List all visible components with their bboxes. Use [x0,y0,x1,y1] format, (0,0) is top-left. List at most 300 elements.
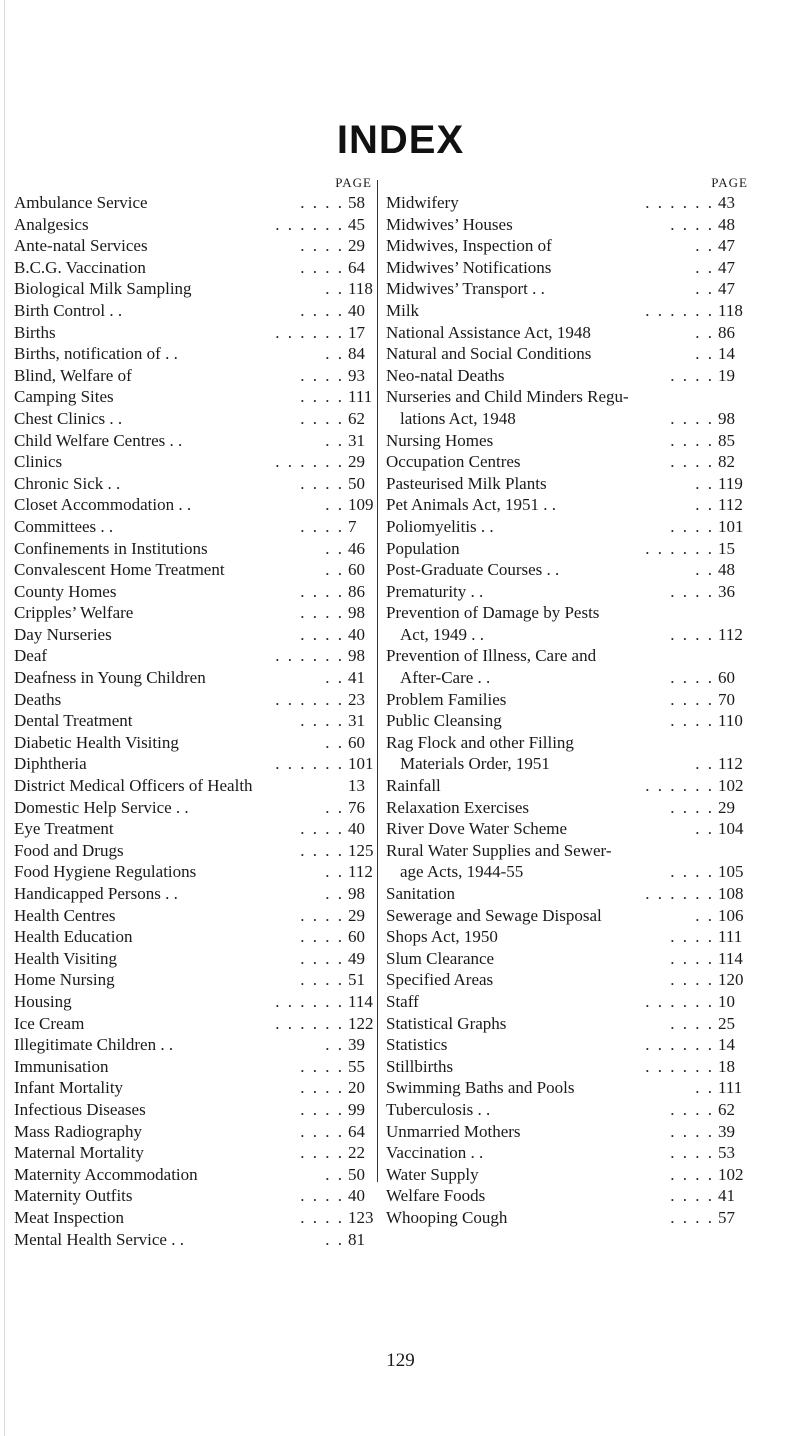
leader-dots: . . [695,1078,714,1098]
leader-dots: . . . . [670,862,714,882]
index-entries-left [14,192,378,1250]
index-term: Whooping Cough [386,1207,508,1227]
leader-dots: . . . . [300,193,344,212]
index-page-ref: 111 [348,387,373,407]
index-page-ref: 10 [718,991,735,1011]
index-term: Committees . . [14,516,114,536]
index-term: Vaccination . . [386,1143,484,1163]
index-page-ref: 106 [718,905,744,925]
leader-dots: . . . . [670,1121,714,1141]
index-page-ref: 62 [718,1099,735,1119]
index-term: Statistics [386,1035,448,1055]
index-page-ref: 98 [348,646,365,666]
index-entry [386,365,748,387]
index-term: Ambulance Service [14,193,148,212]
index-page-ref: 48 [718,560,735,580]
leader-dots: . . . . [670,711,714,731]
index-column-right [386,174,748,1229]
index-page-ref: 40 [348,300,365,320]
index-entry [14,1013,378,1035]
leader-dots: . . . . [300,1207,344,1227]
leader-dots: . . . . [670,430,714,450]
index-page-ref: 49 [348,948,365,968]
index-entry [14,818,378,840]
index-entry [14,386,378,408]
index-entry [386,1121,748,1143]
index-page-ref: 46 [348,538,365,558]
page-number: 129 [386,1350,415,1371]
leader-dots: . . . . [300,970,344,990]
index-entry [386,1034,748,1056]
index-entry [14,473,378,495]
index-page-ref: 14 [718,344,735,364]
leader-dots: . . [325,1035,344,1055]
index-entry [386,1207,748,1229]
index-term: Blind, Welfare of [14,365,132,385]
index-term: Births [14,322,56,342]
index-term: age Acts, 1944-55 [400,862,524,882]
index-term: Nurseries and Child Minders Regu- [386,387,629,407]
index-entry [386,343,748,365]
leader-dots: . . . . [300,948,344,968]
index-entry [386,538,748,560]
index-page-ref: 40 [348,1186,365,1206]
index-entry [386,948,748,970]
leader-dots: . . . . . . [645,884,714,903]
index-entry [386,516,748,538]
leader-dots: . . [325,884,344,903]
index-term: Mass Radiography [14,1121,142,1141]
leader-dots: . . . . [300,1143,344,1163]
index-entry [14,214,378,236]
index-entry [14,192,378,214]
leader-dots: . . . . . . [645,776,714,796]
leader-dots: . . . . . . [275,991,344,1011]
index-term: Maternal Mortality [14,1143,144,1163]
leader-dots: . . . . [300,236,344,256]
index-entry [14,926,378,948]
index-entry [14,365,378,387]
leader-dots: . . [325,862,344,882]
index-entry [386,1185,748,1207]
page-column-heading: PAGE [335,175,372,190]
leader-dots: . . . . . . [275,214,344,234]
index-page-ref: 50 [348,473,365,493]
index-term: After-Care . . [400,668,491,688]
index-entry [14,1034,378,1056]
index-page-ref: 53 [718,1143,735,1163]
index-page-ref: 25 [718,1013,735,1033]
index-page-ref: 7 [348,516,357,536]
index-entry [386,494,748,516]
index-entry [386,1099,748,1121]
index-page-ref: 41 [718,1186,735,1206]
index-entry [386,257,748,279]
page-title: INDEX [336,118,465,162]
leader-dots: . . . . [300,711,344,731]
leader-dots: . . . . [670,970,714,990]
index-page-ref: 62 [348,408,365,428]
index-term: Midwifery [386,193,459,212]
index-page-ref: 118 [348,279,373,299]
leader-dots: . . . . [300,1056,344,1076]
leader-dots: . . . . [300,387,344,407]
index-entry [14,667,378,689]
leader-dots: . . . . [670,624,714,644]
index-page-ref: 45 [348,214,365,234]
index-term: Tuberculosis . . [386,1099,491,1119]
leader-dots: . . . . [670,581,714,601]
leader-dots: . . . . . . [275,646,344,666]
index-page-ref: 58 [348,193,365,212]
index-entry [14,948,378,970]
index-entry [14,278,378,300]
leader-dots: . . [695,322,714,342]
index-entry [14,581,378,603]
index-page-ref: 18 [718,1056,735,1076]
index-page-ref: 13 [348,776,365,796]
index-term: Occupation Centres [386,452,521,472]
leader-dots: . . . . [670,365,714,385]
leader-dots: . . [325,797,344,817]
index-term: Deaf [14,646,48,666]
index-page-ref: 31 [348,711,365,731]
index-page-ref: 118 [718,300,743,320]
index-term: Prevention of Illness, Care and [386,646,597,666]
index-entry [14,861,378,883]
index-page-ref: 125 [348,840,374,860]
index-page-ref: 64 [348,257,365,277]
index-page-ref: 102 [718,776,744,796]
index-term: Sewerage and Sewage Disposal [386,905,602,925]
index-page-ref: 109 [348,495,374,515]
index-term: Stillbirths [386,1056,454,1076]
index-term: Closet Accommodation . . [14,495,192,515]
index-term: Deafness in Young Children [14,668,206,688]
leader-dots: . . . . [670,1143,714,1163]
index-page-ref: 120 [718,970,744,990]
index-entry [386,969,748,991]
leader-dots: . . . . . . [645,991,714,1011]
index-page-ref: 98 [718,408,735,428]
index-page-ref: 122 [348,1013,374,1033]
index-entry [386,624,748,646]
leader-dots: . . [695,905,714,925]
index-entry [386,818,748,840]
index-term: Domestic Help Service . . [14,797,189,817]
index-entry [386,1077,748,1099]
index-page-ref: 123 [348,1207,374,1227]
leader-dots: . . [325,538,344,558]
index-entry [14,753,378,775]
leader-dots: . . . . [300,905,344,925]
index-entry [386,430,748,452]
leader-dots: . . . . [300,840,344,860]
index-term: Immunisation [14,1056,109,1076]
index-entry [14,1185,378,1207]
index-entry [386,926,748,948]
index-term: Ante-natal Services [14,236,148,256]
index-term: Confinements in Institutions [14,538,208,558]
leader-dots: . . [325,495,344,515]
index-term: Rag Flock and other Filling [386,732,574,752]
index-term: Materials Order, 1951 [400,754,550,774]
index-entry [14,797,378,819]
leader-dots: . . . . . . [275,689,344,709]
index-entry [386,386,748,408]
index-term: Pasteurised Milk Plants [386,473,547,493]
index-entry [386,753,748,775]
leader-dots: . . . . [670,452,714,472]
index-entry [386,689,748,711]
index-entry [14,602,378,624]
index-entry [14,343,378,365]
index-term: Neo-natal Deaths [386,365,505,385]
index-term: Milk [386,300,420,320]
index-entry [386,214,748,236]
leader-dots: . . . . . . [645,300,714,320]
index-entry [386,710,748,732]
leader-dots: . . . . [670,797,714,817]
leader-dots: . . . . . . [275,754,344,774]
leader-dots: . . . . [300,300,344,320]
leader-dots: . . [325,279,344,299]
index-term: County Homes [14,581,117,601]
index-term: Infectious Diseases [14,1099,146,1119]
index-entry [14,1056,378,1078]
index-page-ref: 60 [348,927,365,947]
index-term: Home Nursing [14,970,115,990]
index-entry [386,451,748,473]
index-term: Relaxation Exercises [386,797,530,817]
leader-dots: . . . . [670,408,714,428]
leader-dots: . . [695,473,714,493]
index-entry [386,473,748,495]
leader-dots: . . . . . . [645,538,714,558]
index-entry [386,602,748,624]
leader-dots: . . . . . . [645,1035,714,1055]
index-entry [14,1099,378,1121]
index-term: Population [386,538,460,558]
index-entry [386,883,748,905]
index-term: Swimming Baths and Pools [386,1078,575,1098]
leader-dots: . . . . [670,516,714,536]
index-page-ref: 76 [348,797,365,817]
index-page-ref: 105 [718,862,744,882]
index-term: Water Supply [386,1164,479,1184]
index-term: Biological Milk Sampling [14,279,192,299]
leader-dots: . . . . [300,408,344,428]
index-entry [386,797,748,819]
index-page-ref: 15 [718,538,735,558]
index-term: Ice Cream [14,1013,85,1033]
leader-dots: . . [325,668,344,688]
index-page-ref: 19 [718,365,735,385]
index-entry [14,408,378,430]
index-page-ref: 104 [718,819,744,839]
index-term: Slum Clearance [386,948,495,968]
index-term: Prematurity . . [386,581,484,601]
index-page-ref: 64 [348,1121,365,1141]
index-page-ref: 60 [348,560,365,580]
index-term: Statistical Graphs [386,1013,507,1033]
index-entry [14,1121,378,1143]
index-entry [14,991,378,1013]
leader-dots: . . . . [300,365,344,385]
index-term: Maternity Accommodation [14,1164,198,1184]
index-page-ref: 86 [348,581,365,601]
index-term: Public Cleansing [386,711,502,731]
leader-dots: . . . . . . [645,1056,714,1076]
index-page-ref: 51 [348,970,365,990]
index-entry [14,710,378,732]
index-entry [14,451,378,473]
index-page-ref: 111 [718,927,743,947]
leader-dots: . . . . [300,1078,344,1098]
index-entry [14,732,378,754]
index-page-ref: 81 [348,1229,365,1249]
index-term: Poliomyelitis . . [386,516,494,536]
leader-dots: . . . . . . [275,452,344,472]
index-term: Cripples’ Welfare [14,603,134,623]
index-entry [14,1077,378,1099]
index-page-ref: 36 [718,581,735,601]
leader-dots: . . . . [300,516,344,536]
leader-dots: . . . . [670,948,714,968]
index-entry [386,1164,748,1186]
index-page-ref: 101 [348,754,374,774]
index-page-ref: 55 [348,1056,365,1076]
index-page-ref: 119 [718,473,743,493]
index-entry [386,581,748,603]
leader-dots: . . [695,279,714,299]
leader-dots: . . . . [670,214,714,234]
leader-dots: . . . . [670,1164,714,1184]
index-page-ref: 57 [718,1207,735,1227]
index-page-ref: 29 [348,905,365,925]
index-page-ref: 14 [718,1035,735,1055]
index-term: Dental Treatment [14,711,133,731]
index-page-ref: 99 [348,1099,365,1119]
index-entry [386,991,748,1013]
leader-dots: . . [695,754,714,774]
leader-dots: . . [325,1164,344,1184]
leader-dots: . . . . [670,1013,714,1033]
index-term: Health Education [14,927,133,947]
leader-dots: . . [695,236,714,256]
index-term: Camping Sites [14,387,114,407]
index-term: Welfare Foods [386,1186,486,1206]
index-term: Analgesics [14,214,89,234]
index-page-ref: 47 [718,257,735,277]
page-column-heading: PAGE [711,175,748,190]
index-term: Food Hygiene Regulations [14,862,197,882]
index-page-ref: 112 [718,495,743,515]
index-entry [14,538,378,560]
index-page-ref: 114 [348,991,373,1011]
index-term: Prevention of Damage by Pests [386,603,600,623]
index-page-ref: 112 [348,862,373,882]
index-entry [386,300,748,322]
index-entry [386,732,748,754]
leader-dots: . . [325,1229,344,1249]
leader-dots: . . [695,819,714,839]
index-page-ref: 98 [348,884,365,903]
index-term: Births, notification of . . [14,344,178,364]
index-term: Unmarried Mothers [386,1121,521,1141]
index-page-ref: 43 [718,193,735,212]
index-entry [386,667,748,689]
index-entry [386,559,748,581]
index-entry [14,969,378,991]
index-page-ref: 50 [348,1164,365,1184]
leader-dots: . . . . [300,819,344,839]
index-entry [386,861,748,883]
index-term: Infant Mortality [14,1078,124,1098]
index-entry [14,775,378,797]
index-term: Rural Water Supplies and Sewer- [386,840,612,860]
index-term: Midwives, Inspection of [386,236,552,256]
leader-dots: . . . . [300,257,344,277]
page-edge-line [4,0,5,1436]
index-term: Child Welfare Centres . . [14,430,183,450]
index-page-ref: 29 [718,797,735,817]
index-term: Eye Treatment [14,819,114,839]
index-page-ref: 60 [718,668,735,688]
index-term: Staff [386,991,419,1011]
index-entry [386,1013,748,1035]
index-term: Nursing Homes [386,430,494,450]
index-page-ref: 48 [718,214,735,234]
index-term: Chest Clinics . . [14,408,123,428]
leader-dots: . . . . [670,1207,714,1227]
index-term: Diphtheria [14,754,87,774]
index-entry [14,1164,378,1186]
leader-dots: . . [695,344,714,364]
index-entry [14,516,378,538]
leader-dots: . . [325,344,344,364]
leader-dots: . . [695,560,714,580]
index-entry [14,645,378,667]
index-term: Shops Act, 1950 [386,927,498,947]
index-term: Specified Areas [386,970,494,990]
index-term: Maternity Outfits [14,1186,133,1206]
index-entry [386,645,748,667]
index-entry [14,624,378,646]
index-term: National Assistance Act, 1948 [386,322,591,342]
index-page-ref: 82 [718,452,735,472]
index-term: Health Visiting [14,948,118,968]
index-entry [386,192,748,214]
index-term: Convalescent Home Treatment [14,560,225,580]
index-entry [14,235,378,257]
index-entry [14,300,378,322]
leader-dots: . . [695,495,714,515]
index-page-ref: 112 [718,624,743,644]
leader-dots: . . . . [670,1186,714,1206]
leader-dots: . . . . [300,581,344,601]
index-page-ref: 85 [718,430,735,450]
leader-dots: . . [325,732,344,752]
index-term: Food and Drugs [14,840,124,860]
index-term: Problem Families [386,689,507,709]
leader-dots: . . . . [300,473,344,493]
leader-dots: . . . . [300,1186,344,1206]
index-entry [14,1142,378,1164]
index-term: B.C.G. Vaccination [14,257,146,277]
index-term: Housing [14,991,72,1011]
index-entry [386,905,748,927]
